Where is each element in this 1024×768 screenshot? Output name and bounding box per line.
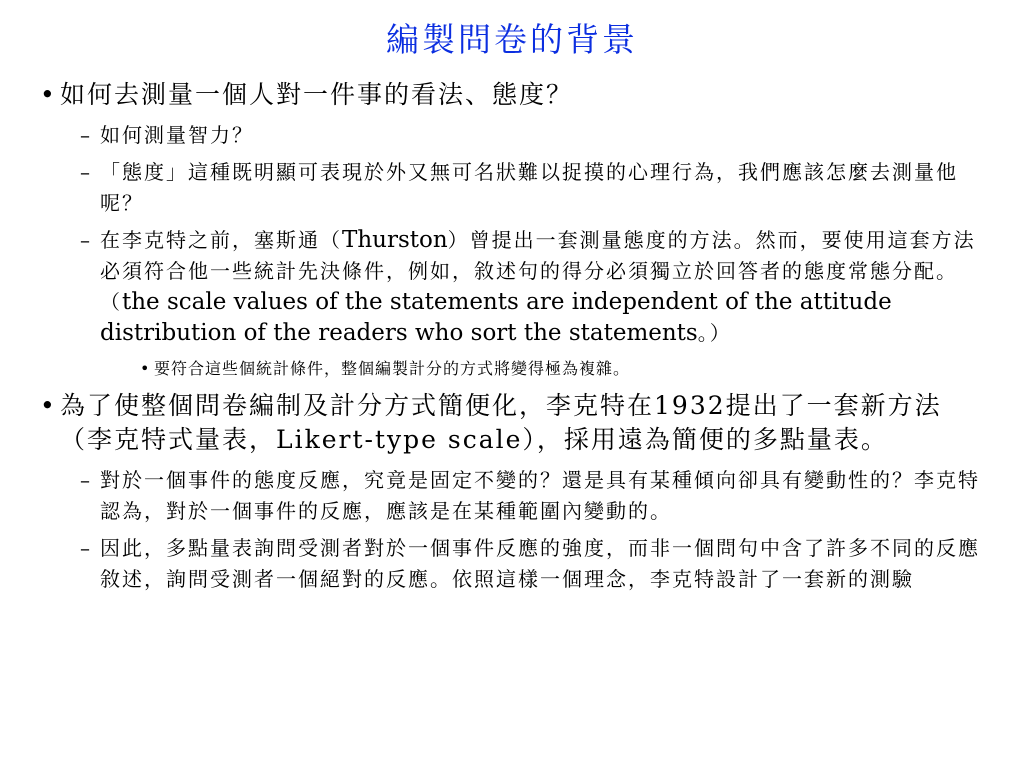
sub-bullet-1-3-text-c: 。） (697, 321, 732, 345)
sub-bullet-2-1 (40, 465, 992, 527)
sub-bullet-1-3-text-a: 在李克特之前，塞斯通（ (100, 228, 342, 252)
bullet-mark: • (40, 80, 55, 109)
slide-body (40, 78, 992, 601)
bullet-point-1 (40, 78, 992, 112)
slide-title: 編製問卷的背景 (386, 20, 638, 59)
sub-bullet-2-1-text: 對於一個事件的態度反應，究竟是固定不變的？還是具有某種傾向卻具有變動性的？李克特認為，對於一個事件的反應，應該是在某種範圍內變動的。 (100, 468, 980, 523)
sub-bullet-1-3-text-b: ）曾提出一套測量態度的方法。然而，要使用這套方法必須符合他一些統計先決條件，例如，敘述句的得分必須獨立於回答者的態度常態分配。（ (100, 228, 976, 314)
sub-bullet-1-1-text: 如何測量智力？ (100, 123, 254, 147)
sub-sub-bullet-1-3-1 (40, 355, 992, 383)
sub-bullet-1-1 (40, 120, 992, 151)
sub-bullet-1-3 (40, 225, 992, 349)
bullet-point-2-text: 為了使整個問卷編制及計分方式簡便化，李克特在1932提出了一套新方法（李克特式量表，Likert-type scale），採用遠為簡便的多點量表。 (60, 391, 942, 454)
dash-mark: – (80, 536, 90, 560)
bullet-point-1-text: 如何去測量一個人對一件事的看法、態度？ (60, 80, 574, 109)
sub-bullet-1-2 (40, 157, 992, 219)
dash-mark: – (80, 468, 90, 492)
sub-bullet-2-2 (40, 533, 992, 595)
sub-sub-bullet-1-3-1-text: 要符合這些個統計條件，整個編製計分的方式將變得極為複雜。 (154, 359, 631, 378)
bullet-mark: • (140, 359, 150, 378)
sub-bullet-2-2-text: 因此，多點量表詢問受測者對於一個事件反應的強度，而非一個問句中含了許多不同的反應敘述，詢問受測者一個絕對的反應。依照這樣一個理念，李克特設計了一套新的測驗 (100, 536, 980, 591)
dash-mark: – (80, 228, 90, 252)
sub-bullet-1-2-text: 「態度」這種既明顯可表現於外又無可名狀難以捉摸的心理行為，我們應該怎麼去測量他呢？ (100, 160, 958, 215)
sub-bullet-1-3-latin-b: the scale values of the statements are independent of the attitude distribution of the readers who sort the statements (100, 289, 892, 346)
bullet-mark: • (40, 391, 55, 420)
sub-bullet-1-3-latin-a: Thurston (342, 227, 448, 253)
bullet-point-2 (40, 389, 992, 457)
dash-mark: – (80, 160, 90, 184)
dash-mark: – (80, 123, 90, 147)
